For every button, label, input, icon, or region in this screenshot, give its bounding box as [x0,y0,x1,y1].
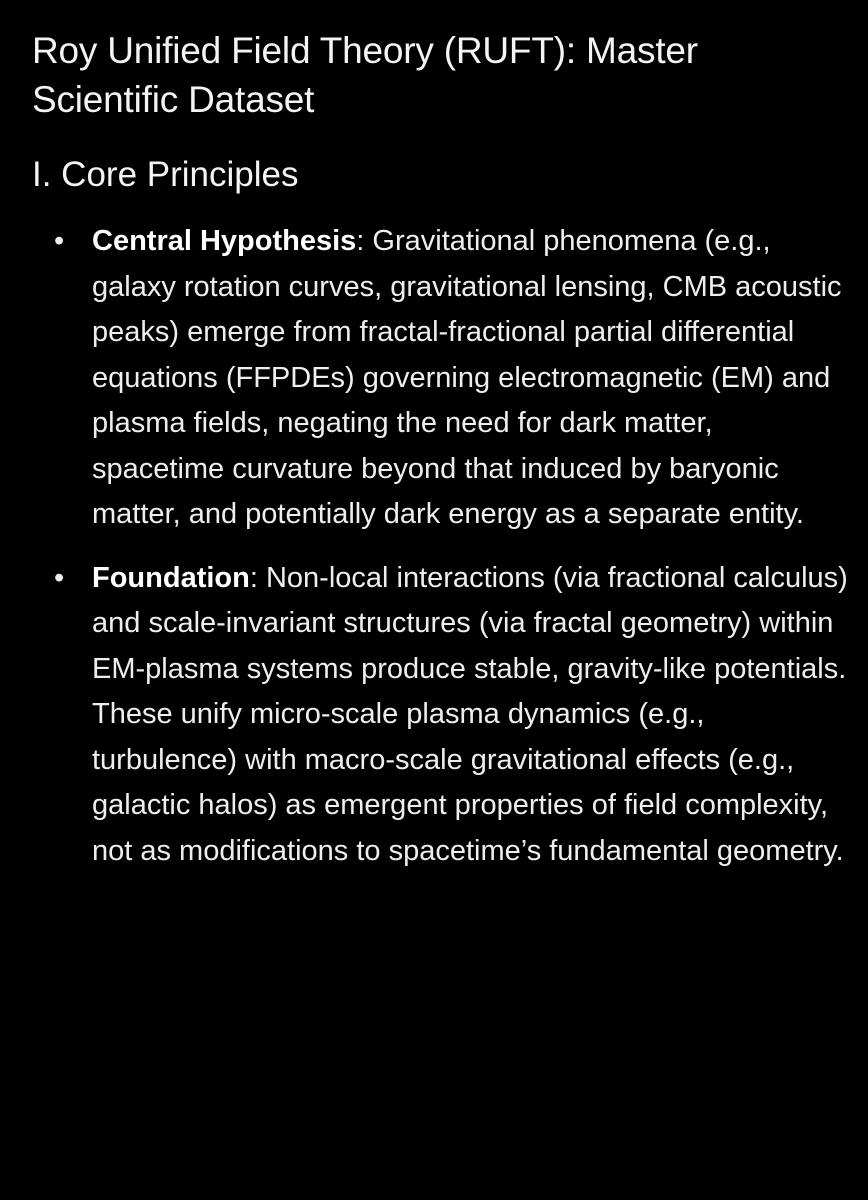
list-item-foundation [32,556,848,875]
bullet-term: Central Hypothesis [92,225,357,257]
term-separator: : [249,561,258,594]
list-item-central-hypothesis [32,219,848,538]
bullet-icon: • [54,561,65,594]
core-principles-list [32,219,848,874]
section-heading: I. Core Principles [32,155,299,194]
term-separator: : [356,225,365,257]
document-title: Roy Unified Field Theory (RUFT): Master Scientific Dataset [32,30,698,120]
bullet-text: Non-local interactions (via fractional calculus) and scale-invariant structures (via fractal geometry) within EM-plasma systems produce stable, gravity-like potentials. These unify micro-scale plasma dynamics (e.g., turbulence) with macro-scale gravitational effects (e.g., galactic halos) as emergent properties of field complexity, not as modifications to spacetime’s fundamental geometry. [92,561,848,867]
bullet-term: Foundation [92,561,250,594]
bullet-text: Gravitational phenomena (e.g., galaxy rotation curves, gravitational lensing, CMB acoustic peaks) emerge from fractal-fractional partial differential equations (FFPDEs) governing electromagnetic (EM) and plasma fields, negating the need for dark matter, spacetime curvature beyond that induced by baryonic matter, and potentially dark energy as a separate entity. [92,225,842,530]
bullet-icon: • [54,225,65,257]
